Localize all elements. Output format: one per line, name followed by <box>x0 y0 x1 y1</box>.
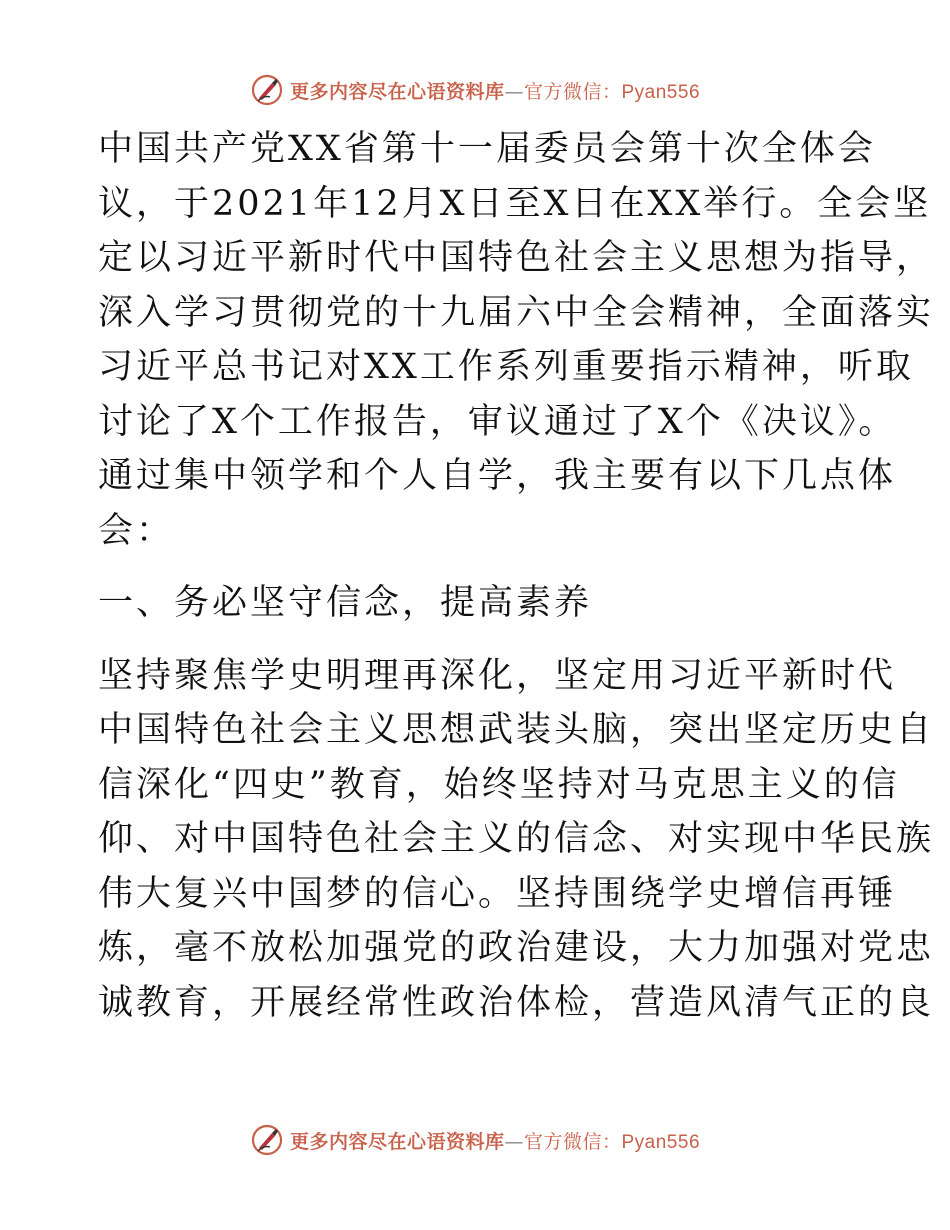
document-body <box>98 122 935 1030</box>
quill-seal-icon <box>250 73 284 107</box>
quill-seal-icon <box>250 1123 284 1157</box>
text-line: 通过集中领学和个人自学，我主要有以下几点体 <box>98 456 897 496</box>
text-line: 会： <box>98 510 175 551</box>
watermark-text: 更多内容尽在心语资料库—官方微信：Pyan556 <box>289 80 701 103</box>
heading-line: 一、务必坚守信念，提高素养 <box>98 583 593 623</box>
section-heading <box>98 576 858 631</box>
text-line: 中国共产党XX省第十一届委员会第十次全体会 <box>98 129 876 169</box>
text-line: 深入学习贯彻党的十九届六中全会精神，全面落实 <box>98 292 935 333</box>
text-line: 炼，毫不放松加强党的政治建设，大力加强对党忠 <box>98 928 935 968</box>
footer-watermark-banner <box>0 1120 950 1160</box>
text-line: 中国特色社会主义思想武装头脑，突出坚定历史自 <box>98 710 935 750</box>
text-line: 坚持聚焦学史明理再深化，坚定用习近平新时代 <box>98 655 897 696</box>
text-line: 伟大复兴中国梦的信心。坚持围绕学史增信再锤 <box>98 873 897 914</box>
text-line: 信深化“四史”教育，始终坚持对马克思主义的信 <box>98 764 900 805</box>
text-line: 定以习近平新时代中国特色社会主义思想为指导， <box>98 238 935 278</box>
text-line: 习近平总书记对XX工作系列重要指示精神，听取 <box>98 347 914 387</box>
paragraph-section-one <box>98 649 935 1031</box>
paragraph-intro <box>98 122 935 558</box>
watermark-text: 更多内容尽在心语资料库—官方微信：Pyan556 <box>289 1130 701 1153</box>
text-line: 议，于2021年12月X日至X日在XX举行。全会坚 <box>98 183 932 224</box>
text-line: 诚教育，开展经常性政治体检，营造风清气正的良 <box>98 982 935 1023</box>
text-line: 讨论了X个工作报告，审议通过了X个《决议》。 <box>98 401 897 442</box>
header-watermark-banner <box>0 70 950 110</box>
text-line: 仰、对中国特色社会主义的信念、对实现中华民族 <box>98 819 935 859</box>
